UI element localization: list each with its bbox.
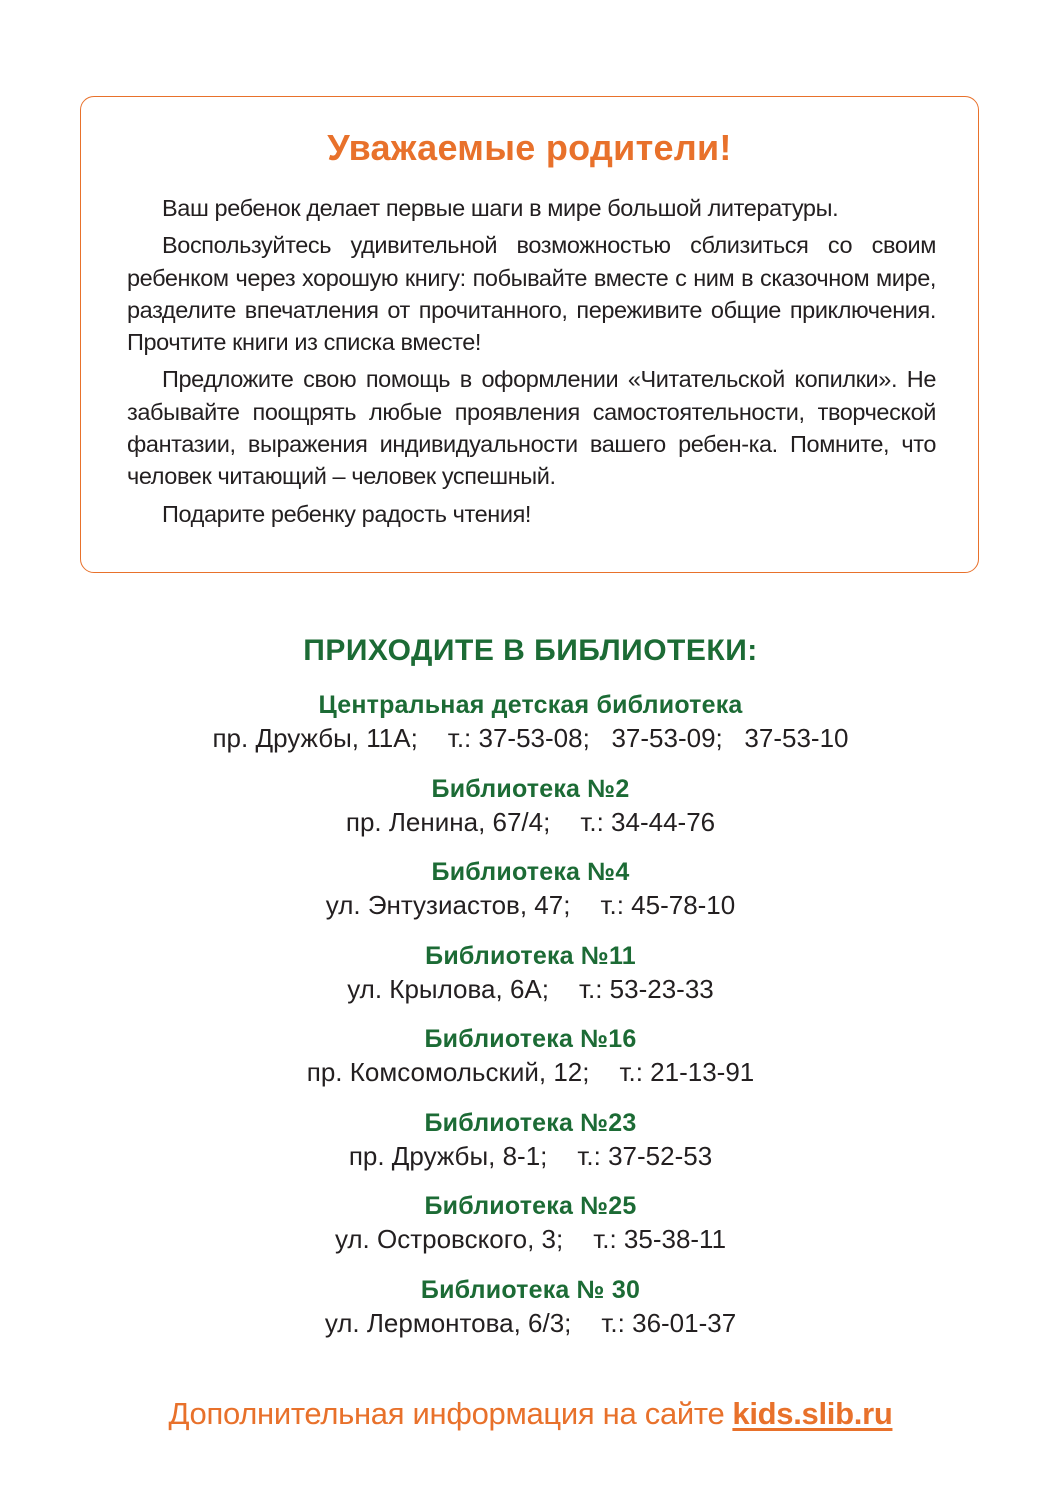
footer-info <box>0 1396 1061 1432</box>
library-info <box>0 1140 1061 1172</box>
library-info <box>0 722 1061 754</box>
library-name: Библиотека №4 <box>431 858 630 886</box>
library-phone: т.: 36-01-37 <box>601 1307 737 1338</box>
library-info <box>0 1307 1061 1339</box>
library-phone: т.: 34-44-76 <box>580 806 716 837</box>
library-item-2 <box>0 773 1061 857</box>
library-address: пр. Дружбы, 8-1; <box>348 1140 548 1171</box>
library-info <box>0 806 1061 838</box>
library-item-central <box>0 689 1061 773</box>
notice-paragraph: Ваш ребенок делает первые шаги в мире большой литературы. <box>162 195 839 221</box>
library-address: ул. Энтузиастов, 47; <box>325 890 571 920</box>
library-phone: т.: 37-53-08; 37-53-09; 37-53-10 <box>447 723 849 753</box>
library-name: Библиотека №16 <box>424 1025 637 1053</box>
library-name: Библиотека № 30 <box>420 1275 641 1304</box>
notice-paragraph: Воспользуйтесь удивительной возможностью сблизиться со своим ребенком через хорошую книгу: побывайте вместе с ним в сказочном мире, разделите впечатления от прочитанного, переживите общие приключения. Прочтите книги из списка вместе! <box>127 232 936 356</box>
library-info <box>0 1056 1061 1088</box>
library-item-30 <box>0 1274 1061 1358</box>
library-info <box>0 973 1061 1005</box>
library-list <box>0 689 1061 1357</box>
library-item-16 <box>0 1023 1061 1107</box>
library-phone: т.: 37-52-53 <box>577 1140 713 1171</box>
notice-body <box>127 192 936 535</box>
library-name: Библиотека №11 <box>425 941 636 970</box>
library-phone: т.: 45-78-10 <box>600 890 736 920</box>
library-address: ул. Островского, 3; <box>334 1224 564 1254</box>
libraries-heading: ПРИХОДИТЕ В БИБЛИОТЕКИ: <box>303 634 758 667</box>
library-item-25 <box>0 1190 1061 1274</box>
notice-paragraph: Предложите свою помощь в оформлении «Читательской копилки». Не забывайте поощрять любые проявления самостоятельности, творческой фантазии, выражения индивидуальности вашего ребен-ка. Помните, что человек читающий – человек успешный. <box>127 366 936 490</box>
library-name: Центральная детская библиотека <box>318 691 743 719</box>
library-item-23 <box>0 1107 1061 1191</box>
library-address: пр. Комсомольский, 12; <box>306 1057 590 1087</box>
library-phone: т.: 53-23-33 <box>578 973 714 1004</box>
library-address: ул. Крылова, 6А; <box>347 973 549 1004</box>
website-link[interactable]: kids.slib.ru <box>732 1396 893 1431</box>
notice-title: Уважаемые родители! <box>327 127 732 168</box>
library-item-11 <box>0 940 1061 1024</box>
notice-paragraph: Подарите ребенку радость чтения! <box>162 500 532 527</box>
library-info <box>0 889 1061 921</box>
library-name: Библиотека №2 <box>431 774 630 803</box>
parents-notice-box <box>80 96 979 573</box>
library-address: пр. Ленина, 67/4; <box>345 806 551 837</box>
library-item-4 <box>0 856 1061 940</box>
library-phone: т.: 35-38-11 <box>593 1224 727 1254</box>
library-info <box>0 1223 1061 1255</box>
footer-text: Дополнительная информация на сайте <box>168 1396 725 1431</box>
library-name: Библиотека №23 <box>424 1108 637 1137</box>
library-address: пр. Дружбы, 11А; <box>212 723 418 753</box>
library-address: ул. Лермонтова, 6/3; <box>324 1307 572 1338</box>
library-name: Библиотека №25 <box>424 1192 637 1220</box>
library-phone: т.: 21-13-91 <box>619 1057 755 1087</box>
